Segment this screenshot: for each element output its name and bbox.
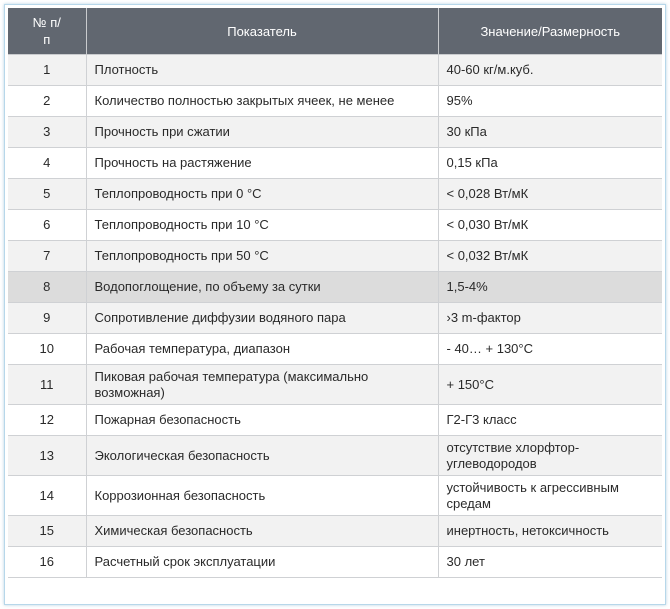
row-value: 0,15 кПа — [438, 148, 662, 179]
row-number: 8 — [8, 272, 86, 303]
header-indicator: Показатель — [86, 8, 438, 55]
row-value: устойчивость к агрессивным средам — [438, 476, 662, 516]
row-number: 11 — [8, 365, 86, 405]
table-row — [8, 365, 662, 405]
row-number: 5 — [8, 179, 86, 210]
row-number: 1 — [8, 55, 86, 86]
table-header — [8, 8, 662, 55]
table-row — [8, 55, 662, 86]
row-indicator: Прочность на растяжение — [86, 148, 438, 179]
table-row — [8, 303, 662, 334]
row-indicator: Рабочая температура, диапазон — [86, 334, 438, 365]
row-value: ›3 m-фактор — [438, 303, 662, 334]
row-value: инертность, нетоксичность — [438, 516, 662, 547]
row-number: 2 — [8, 86, 86, 117]
row-number: 10 — [8, 334, 86, 365]
row-value: 30 кПа — [438, 117, 662, 148]
row-indicator: Пожарная безопасность — [86, 405, 438, 436]
table-row — [8, 241, 662, 272]
row-indicator: Количество полностью закрытых ячеек, не менее — [86, 86, 438, 117]
header-value: Значение/Размерность — [438, 8, 662, 55]
row-value: 1,5-4% — [438, 272, 662, 303]
row-indicator: Теплопроводность при 0 °С — [86, 179, 438, 210]
row-indicator: Коррозионная безопасность — [86, 476, 438, 516]
table-row — [8, 179, 662, 210]
row-indicator: Прочность при сжатии — [86, 117, 438, 148]
row-indicator: Сопротивление диффузии водяного пара — [86, 303, 438, 334]
row-value: + 150°С — [438, 365, 662, 405]
row-indicator: Пиковая рабочая температура (максимально возможная) — [86, 365, 438, 405]
row-indicator: Экологическая безопасность — [86, 436, 438, 476]
row-value: 95% — [438, 86, 662, 117]
row-value: < 0,028 Вт/мК — [438, 179, 662, 210]
row-indicator: Теплопроводность при 10 °С — [86, 210, 438, 241]
row-indicator: Плотность — [86, 55, 438, 86]
row-number: 14 — [8, 476, 86, 516]
table-row — [8, 117, 662, 148]
row-number: 12 — [8, 405, 86, 436]
row-indicator: Водопоглощение, по объему за сутки — [86, 272, 438, 303]
table-frame — [4, 4, 666, 605]
table-row — [8, 334, 662, 365]
row-number: 9 — [8, 303, 86, 334]
table-row — [8, 476, 662, 516]
properties-table — [8, 8, 662, 578]
table-body — [8, 55, 662, 578]
row-number: 4 — [8, 148, 86, 179]
row-indicator: Химическая безопасность — [86, 516, 438, 547]
row-value: отсутствие хлорфтор-углеводородов — [438, 436, 662, 476]
row-number: 3 — [8, 117, 86, 148]
table-row — [8, 516, 662, 547]
header-row — [8, 8, 662, 55]
table-row — [8, 436, 662, 476]
table-row-highlighted — [8, 272, 662, 303]
row-number: 6 — [8, 210, 86, 241]
row-value: 40-60 кг/м.куб. — [438, 55, 662, 86]
row-value: < 0,030 Вт/мК — [438, 210, 662, 241]
row-number: 13 — [8, 436, 86, 476]
table-row — [8, 547, 662, 578]
header-number — [8, 8, 86, 55]
header-number-text: № п/ п — [32, 15, 61, 47]
row-number: 16 — [8, 547, 86, 578]
row-indicator: Теплопроводность при 50 °С — [86, 241, 438, 272]
table-row — [8, 210, 662, 241]
row-number: 7 — [8, 241, 86, 272]
row-value: < 0,032 Вт/мК — [438, 241, 662, 272]
table-row — [8, 405, 662, 436]
table-row — [8, 148, 662, 179]
table-row — [8, 86, 662, 117]
row-value: Г2-Г3 класс — [438, 405, 662, 436]
row-indicator: Расчетный срок эксплуатации — [86, 547, 438, 578]
row-number: 15 — [8, 516, 86, 547]
row-value: - 40… + 130°С — [438, 334, 662, 365]
row-value: 30 лет — [438, 547, 662, 578]
